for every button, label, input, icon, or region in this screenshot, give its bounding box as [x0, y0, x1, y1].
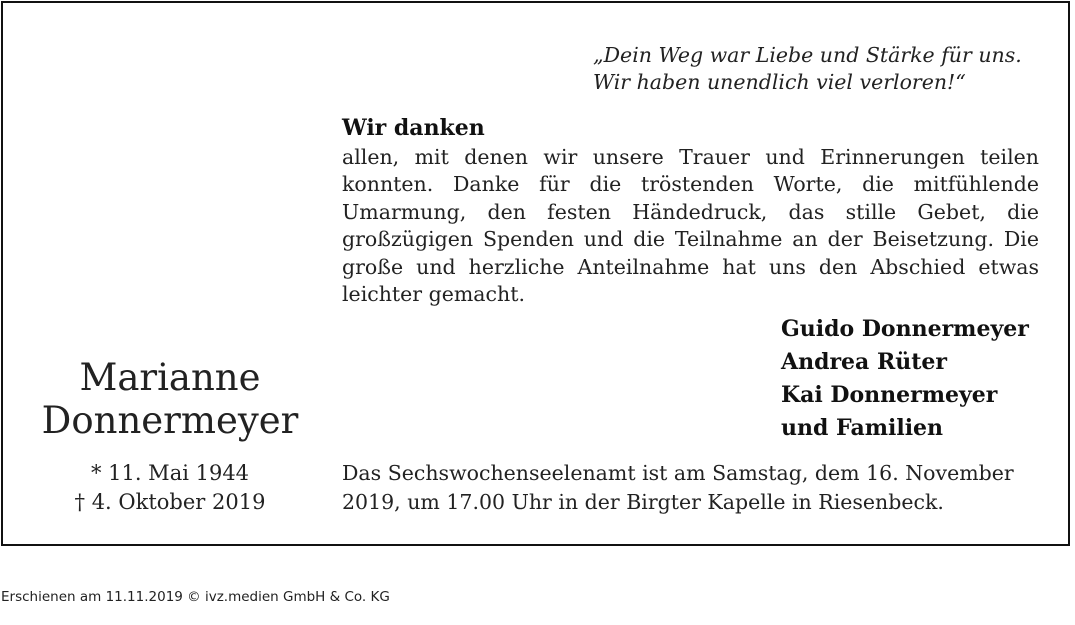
signature-name: Andrea Rüter — [781, 349, 947, 375]
deceased-last-name: Donnermeyer — [41, 399, 299, 442]
service-notice: Das Sechswochenseelenamt ist am Samstag, dem 16. November 2019, um 17.00 Uhr in der Birgter Kapelle in Riesenbeck. — [342, 461, 1014, 514]
quote-line-1: „Dein Weg war Liebe und Stärke für uns. — [593, 43, 1022, 67]
quote — [593, 42, 1053, 96]
signature-name: Kai Donnermeyer — [781, 382, 998, 408]
quote-line-2: Wir haben unendlich viel verloren!“ — [593, 70, 966, 94]
publication-footer: Erschienen am 11.11.2019 © ivz.medien GmbH & Co. KG — [1, 589, 390, 605]
thanks-body: allen, mit denen wir unsere Trauer und Erinnerungen teilen konnten. Danke für die tröstenden Worte, die mitfühlende Umarmung, den festen Händedruck, das stille Gebet, die großzügigen Spenden und die Teilnahme an der Beisetzung. Die große und herzliche Anteilnahme hat uns den Abschied etwas leichter gemacht. — [342, 145, 1039, 307]
signature-name: und Familien — [781, 415, 944, 441]
life-dates — [20, 459, 320, 517]
thanks-heading: Wir danken — [342, 115, 485, 141]
birth-date: * 11. Mai 1944 — [90, 461, 250, 485]
deceased-first-name: Marianne — [79, 356, 261, 399]
signatures — [781, 313, 1029, 445]
death-date: † 4. Oktober 2019 — [74, 490, 266, 514]
portrait-photo — [76, 40, 248, 325]
signature-name: Guido Donnermeyer — [781, 316, 1029, 342]
deceased-name — [20, 356, 320, 442]
